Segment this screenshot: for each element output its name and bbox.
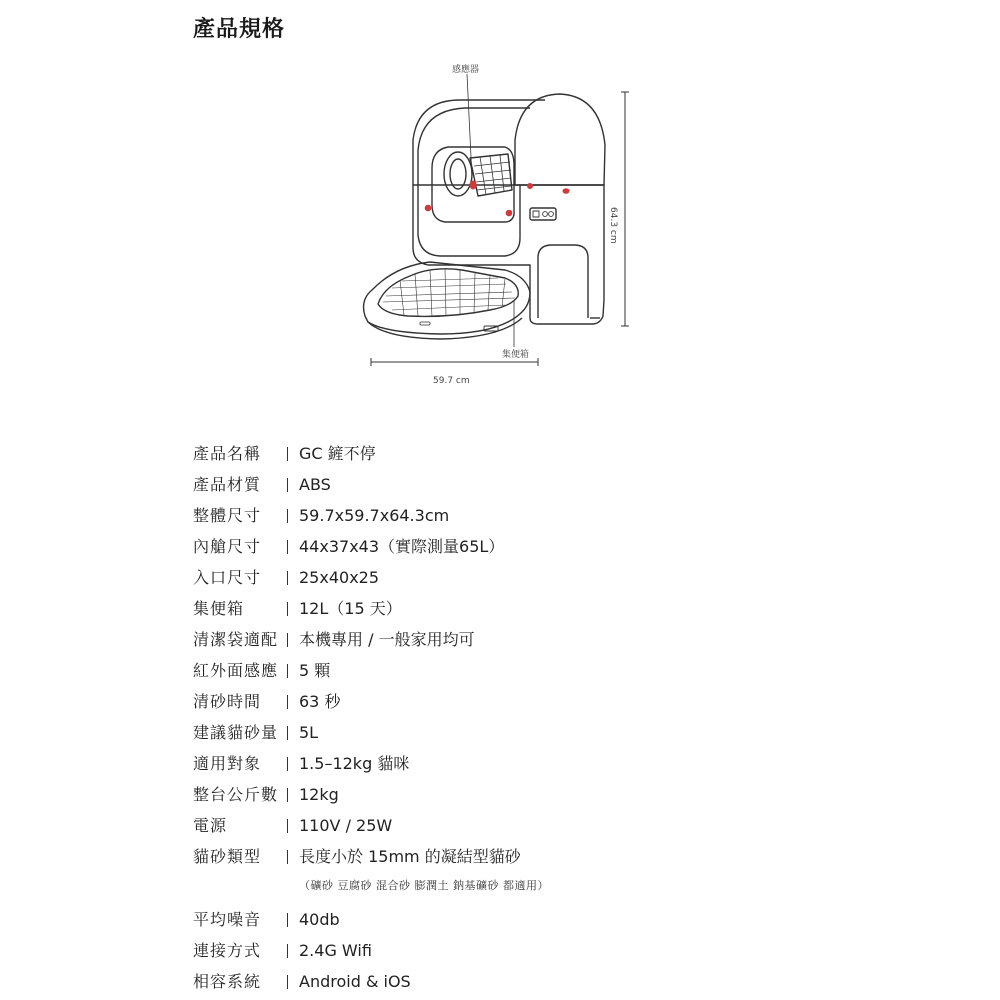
page-title: 產品規格 [193, 17, 286, 42]
divider [287, 478, 288, 492]
spec-key: 內艙尺寸 [193, 537, 262, 556]
spec-key: 建議貓砂量 [193, 723, 279, 742]
spec-value: 44x37x43（實際測量65L） [299, 537, 505, 556]
divider [287, 788, 288, 802]
spec-value: 1.5–12kg 貓咪 [299, 754, 410, 773]
spec-key: 整台公斤數 [193, 785, 279, 804]
spec-value: 59.7x59.7x64.3cm [299, 506, 450, 525]
spec-key: 平均噪音 [193, 910, 262, 929]
divider [287, 757, 288, 771]
spec-value: 2.4G Wifi [299, 941, 372, 960]
spec-key: 集便箱 [193, 599, 245, 618]
divider [287, 447, 288, 461]
spec-value: 63 秒 [299, 692, 341, 711]
spec-value: 5 顆 [299, 661, 331, 680]
divider [287, 602, 288, 616]
base-doorway [538, 245, 588, 318]
spec-key: 適用對象 [193, 754, 262, 773]
spec-value: Android & iOS [299, 972, 411, 991]
divider [287, 913, 288, 927]
spec-value: 12kg [299, 785, 339, 804]
product-diagram [0, 0, 1000, 420]
divider [287, 664, 288, 678]
spec-value: 40db [299, 910, 340, 929]
spec-key: 紅外面感應 [193, 661, 279, 680]
spec-value: 5L [299, 723, 319, 742]
litter-type-note: （礦砂 豆腐砂 混合砂 膨潤土 鈉基礦砂 都適用） [299, 879, 549, 892]
spec-value: GC 鏟不停 [299, 444, 376, 463]
top-frame [413, 100, 545, 185]
spec-value: 本機專用 / 一般家用均可 [299, 630, 475, 649]
spec-value: 長度小於 15mm 的凝結型貓砂 [299, 847, 521, 866]
drum-mesh [470, 154, 512, 196]
spec-key: 連接方式 [193, 941, 262, 960]
divider [287, 975, 288, 989]
divider [287, 850, 288, 864]
divider [287, 695, 288, 709]
spec-key: 清砂時間 [193, 692, 262, 711]
divider [287, 509, 288, 523]
spec-key: 整體尺寸 [193, 506, 262, 525]
divider [287, 571, 288, 585]
sensor-label: 感應器 [452, 65, 480, 75]
divider [287, 819, 288, 833]
divider [287, 944, 288, 958]
spec-key: 產品名稱 [193, 444, 262, 463]
width-label: 59.7 cm [433, 376, 470, 386]
spec-key: 產品材質 [193, 475, 262, 494]
divider [287, 540, 288, 554]
spec-key: 貓砂類型 [193, 847, 262, 866]
spec-value: 12L（15 天） [299, 599, 402, 618]
height-label: 64.3 cm [608, 207, 618, 244]
spec-key: 相容系統 [193, 972, 262, 991]
spec-value: 110V / 25W [299, 816, 393, 835]
divider [287, 633, 288, 647]
litter-tray [364, 262, 530, 334]
spec-value: ABS [299, 475, 331, 494]
spec-key: 入口尺寸 [193, 568, 262, 587]
drum-frame [418, 185, 520, 256]
divider [287, 726, 288, 740]
base-outline [413, 185, 604, 324]
spec-value: 25x40x25 [299, 568, 380, 587]
spec-key: 電源 [193, 816, 228, 835]
bin-label: 集便箱 [500, 347, 531, 360]
spec-key: 清潔袋適配 [193, 630, 279, 649]
